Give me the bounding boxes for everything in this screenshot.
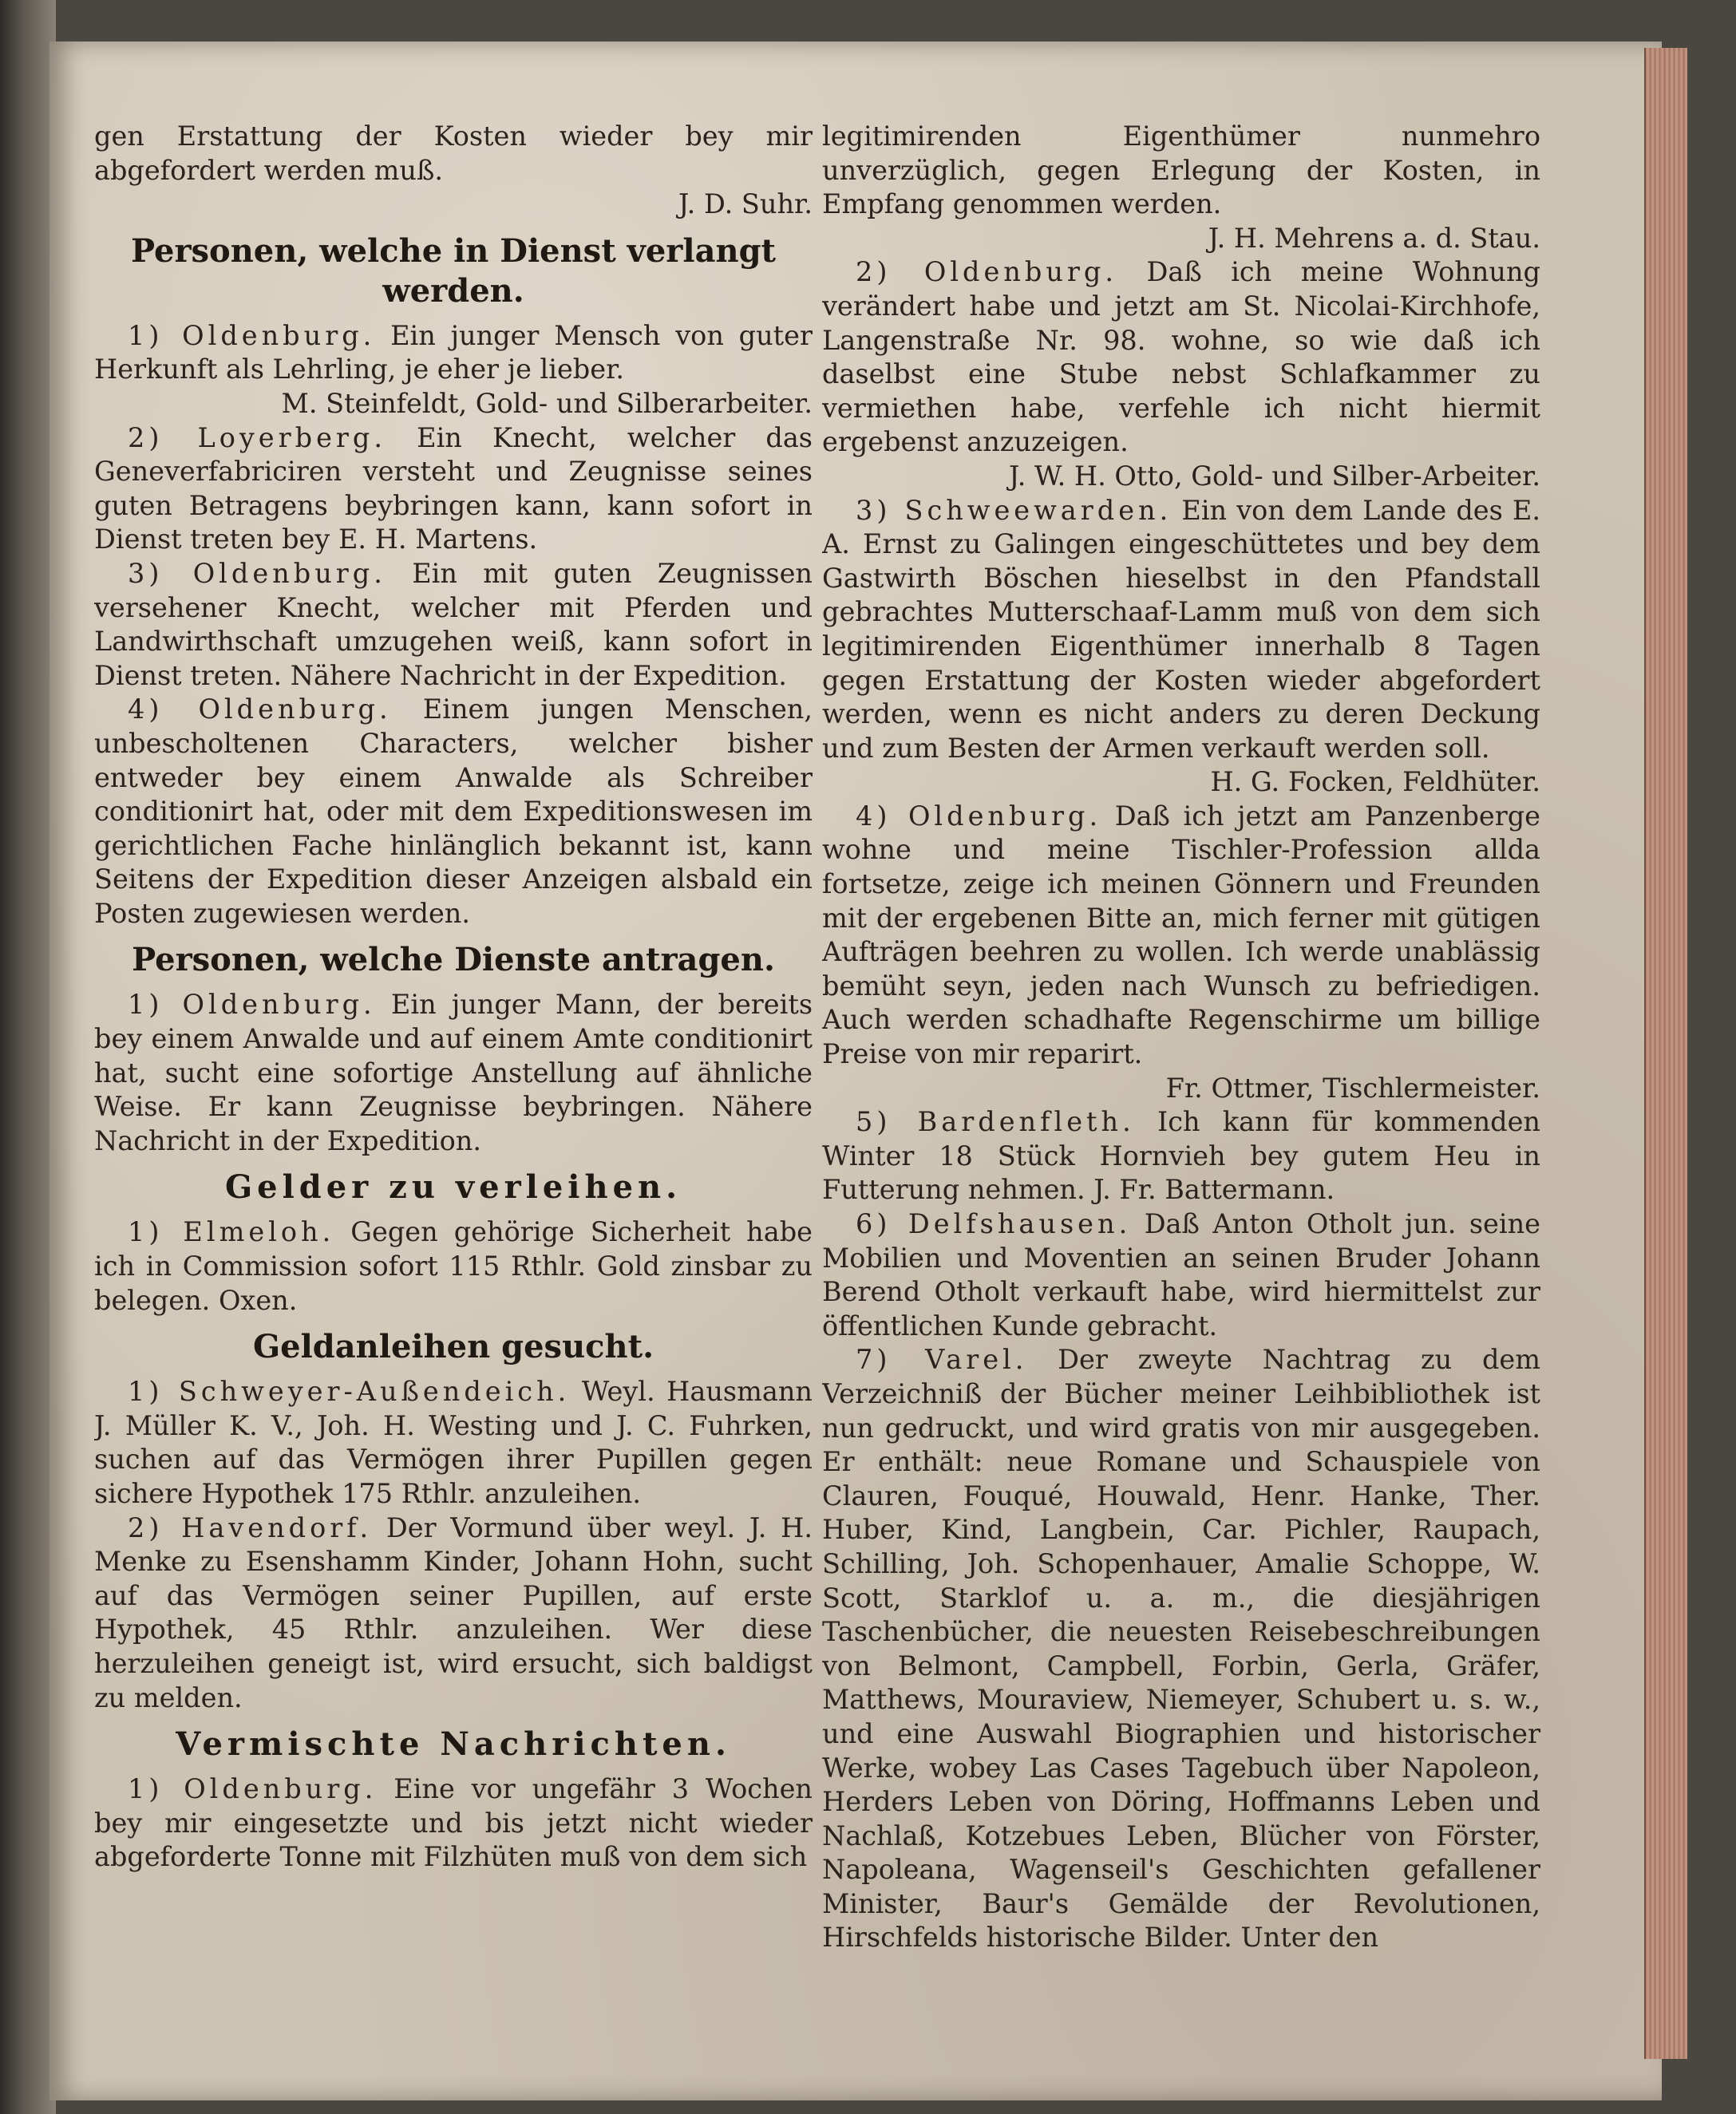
signature: Fr. Ottmer, Tischlermeister. bbox=[1165, 1072, 1540, 1104]
notice: 4) Oldenburg. Daß ich jetzt am Panzenberge wohne und meine Tischler-Profession allda fortsetze, zeige ich meinen Gönnern und Freunden mit der ergebenen Bitte an, mich ferner mit gütigen Aufträgen beehren zu wollen. Ich werde unablässig bemüht seyn, jeden nach Wunsch zu befriedigen. Auch werden schadhafte Regenschirme um billige Preise von mir reparirt. bbox=[822, 800, 1540, 1070]
place-name: 5) Bardenfleth. bbox=[856, 1106, 1135, 1138]
page-edges bbox=[1644, 48, 1687, 2059]
notice: 1) Oldenburg. Ein junger Mann, der bereits bey einem Anwalde und auf einem Amte conditionirt hat, sucht eine sofortige Anstellung auf ähnliche Weise. Er kann Zeugnisse beybringen. Nähere Nachricht in der Expedition. bbox=[94, 989, 813, 1156]
section-heading: Geldanleihen gesucht. bbox=[252, 1328, 654, 1366]
place-name: 3) Oldenburg. bbox=[128, 557, 386, 589]
place-name: 4) Oldenburg. bbox=[128, 693, 392, 725]
notice: 2) Loyerberg. Ein Knecht, welcher das Geneverfabriciren versteht und Zeugnisse seines guten Betragens beybringen kann, kann sofort in Dienst treten bey E. H. Martens. bbox=[94, 421, 813, 555]
section-heading: Personen, welche in Dienst verlangt werden. bbox=[130, 231, 777, 310]
place-name: 4) Oldenburg. bbox=[856, 800, 1102, 832]
place-name: 6) Delfshausen. bbox=[856, 1208, 1132, 1239]
place-name: 1) Schweyer-Außendeich. bbox=[128, 1376, 571, 1408]
place-name: 7) Varel. bbox=[856, 1344, 1028, 1376]
notice: 7) Varel. Der zweyte Nachtrag zu dem Verzeichniß der Bücher meiner Leihbibliothek ist nun gedruckt, und wird gratis von mir ausgegeben. Er enthält: neue Romane und Schauspiele von Clauren, Fouqué, Houwald, Henr. Hanke, Ther. Huber, Kind, Langbein, Car. Pichler, Raupach, Schilling, Joh. Schopenhauer, Amalie Schoppe, W. Scott, Starklof u. a. m., die diesjährigen Taschenbücher, die neuesten Reisebeschreibungen von Belmont, Campbell, Forbin, Gerla, Gräfer, Matthews, Mouraview, Niemeyer, Schubert u. s. w., und eine Auswahl Biographien und historischer Werke, wobey Las Cases Tagebuch über Napoleon, Herders Leben von Döring, Hoffmanns Leben und Nachlaß, Kotzebues Leben, Blücher von Förster, Napoleana, Wagenseil's Geschichten gefallener Minister, Baur's Gemälde der Revolutionen, Hirschfelds historische Bilder. Unter den bbox=[822, 1344, 1540, 1954]
notice: 3) Schweewarden. Ein von dem Lande des E. A. Ernst zu Galingen eingeschüttetes und bey dem Gastwirth Böschen hieselbst in den Pfandstall gebrachtes Mutterschaaf-Lamm muß von dem sich legitimirenden Eigenthümer innerhalb 8 Tagen gegen Erstattung der Kosten wieder abgefordert werden, wenn es nicht anders zu deren Deckung und zum Besten der Armen verkauft werden soll. bbox=[822, 494, 1540, 764]
notice: 3) Oldenburg. Ein mit guten Zeugnissen versehener Knecht, welcher mit Pferden und Landwirthschaft umzugehen weiß, kann sofort in Dienst treten. Nähere Nachricht in der Expedition. bbox=[94, 557, 813, 691]
section-heading: Vermischte Nachrichten. bbox=[176, 1725, 731, 1764]
signature: H. G. Focken, Feldhüter. bbox=[1210, 766, 1540, 798]
notice: 1) Oldenburg. Ein junger Mensch von guter Herkunft als Lehrling, je eher je lieber. bbox=[94, 319, 813, 385]
place-name: 1) Oldenburg. bbox=[128, 1773, 378, 1805]
signature: J. H. Mehrens a. d. Stau. bbox=[1208, 222, 1540, 254]
place-name: 2) Loyerberg. bbox=[128, 421, 387, 453]
notice: 2) Oldenburg. Daß ich meine Wohnung verändert habe und jetzt am St. Nicolai-Kirchhofe, Langenstraße Nr. 98. wohne, so wie daß ich daselbst eine Stube nebst Schlafkammer zu vermiethen habe, verfehle ich nicht hiermit ergebenst anzuzeigen. bbox=[822, 256, 1540, 458]
signature: J. W. H. Otto, Gold- und Silber-Arbeiter. bbox=[1008, 460, 1540, 492]
place-name: 3) Schweewarden. bbox=[856, 494, 1172, 526]
signature: J. Fr. Battermann. bbox=[1093, 1174, 1335, 1206]
signature: Oxen. bbox=[218, 1284, 298, 1316]
notice: 1) Oldenburg. Eine vor ungefähr 3 Wochen bey mir eingesetzte und bis jetzt nicht wieder abgeforderte Tonne mit Filzhüten muß von dem sich bbox=[94, 1773, 813, 1873]
signature: J. D. Suhr. bbox=[678, 188, 813, 220]
notice: 1) Elmeloh. Gegen gehörige Sicherheit habe ich in Commission sofort 115 Rthlr. Gold zinsbar zu belegen. Oxen. bbox=[94, 1216, 813, 1316]
notice: 5) Bardenfleth. Ich kann für kommenden Winter 18 Stück Hornvieh bey gutem Heu in Futterung nehmen. J. Fr. Battermann. bbox=[822, 1106, 1540, 1206]
notice: 2) Havendorf. Der Vormund über weyl. J. H. Menke zu Esenshamm Kinder, Johann Hohn, sucht auf das Vermögen seiner Pupillen, auf erste Hypothek, 45 Rthlr. anzuleihen. Wer diese herzuleihen geneigt ist, wird ersucht, sich baldigst zu melden. bbox=[94, 1511, 813, 1713]
book-binding bbox=[0, 0, 56, 2114]
notice: 4) Oldenburg. Einem jungen Menschen, unbescholtenen Characters, welcher bisher entweder bey einem Anwalde als Schreiber conditionirt hat, oder mit dem Expeditionswesen im gerichtlichen Fache hinlänglich bekannt ist, kann Seitens der Expedition dieser Anzeigen alsbald ein Posten zugewiesen werden. bbox=[94, 693, 813, 929]
section-heading: Personen, welche Dienste antragen. bbox=[132, 941, 775, 979]
place-name: 2) Havendorf. bbox=[128, 1511, 373, 1543]
paragraph: legitimirenden Eigenthümer nunmehro unverzüglich, gegen Erlegung der Kosten, in Empfang genommen werden. bbox=[822, 121, 1540, 220]
paragraph: gen Erstattung der Kosten wieder bey mir abgefordert werden muß. bbox=[94, 121, 813, 186]
right-column bbox=[822, 120, 1540, 2011]
signature: M. Steinfeldt, Gold- und Silberarbeiter. bbox=[281, 387, 813, 419]
notice: 6) Delfshausen. Daß Anton Otholt jun. seine Mobilien und Moventien an seinen Bruder Johann Berend Otholt verkauft habe, wird hiermittelst zur öffentlichen Kunde gebracht. bbox=[822, 1208, 1540, 1342]
place-name: 2) Oldenburg. bbox=[856, 256, 1118, 288]
place-name: 1) Oldenburg. bbox=[128, 989, 376, 1021]
place-name: 1) Elmeloh. bbox=[128, 1216, 335, 1248]
signature: E. H. Martens. bbox=[338, 524, 538, 555]
notice: 1) Schweyer-Außendeich. Weyl. Hausmann J. Müller K. V., Joh. H. Westing und J. C. Fuhrken, suchen auf das Vermögen ihrer Pupillen gegen sichere Hypothek 175 Rthlr. anzuleihen. bbox=[94, 1376, 813, 1509]
place-name: 1) Oldenburg. bbox=[128, 319, 376, 351]
section-heading: Gelder zu verleihen. bbox=[224, 1168, 682, 1207]
left-column bbox=[94, 120, 813, 2011]
